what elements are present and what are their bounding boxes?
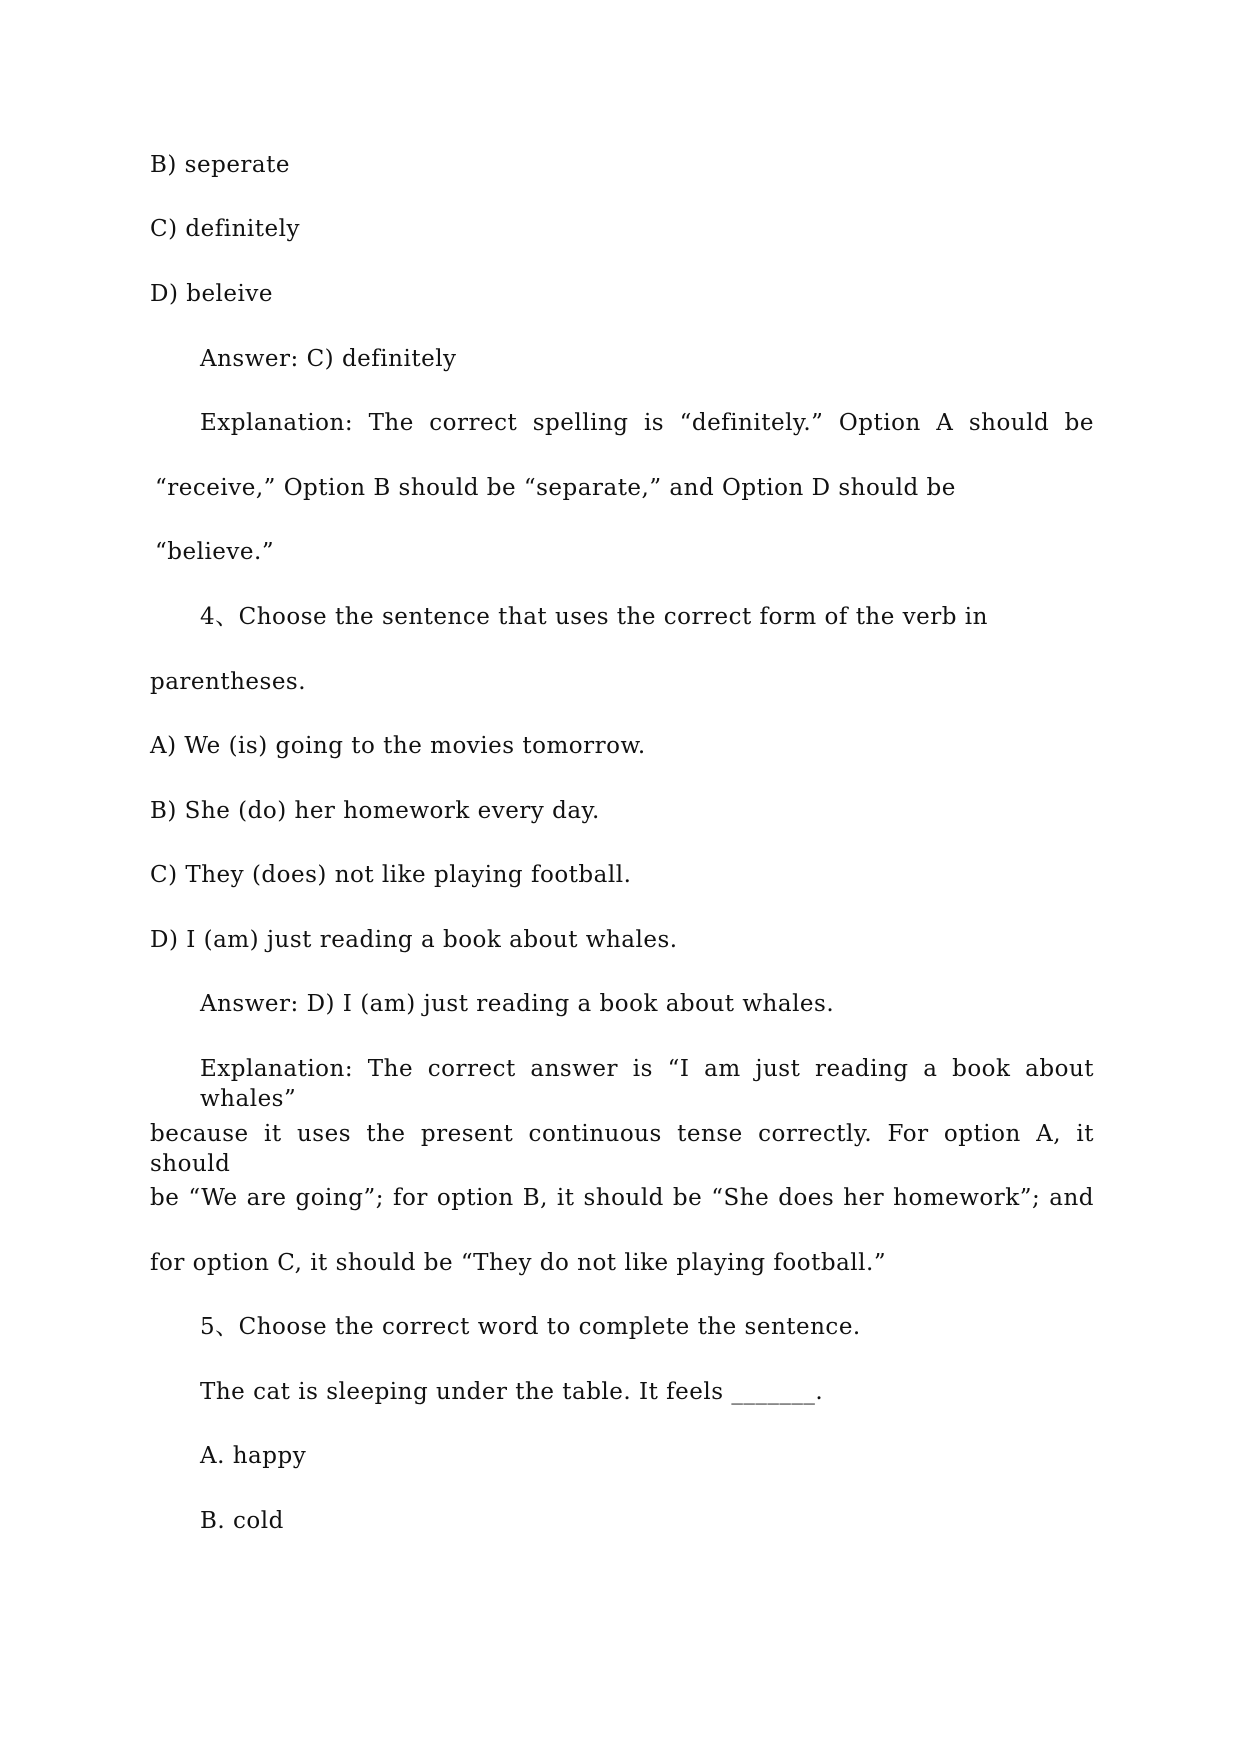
q4-option-d: D) I (am) just reading a book about whales. xyxy=(150,927,678,953)
q4-option-c: C) They (does) not like playing football. xyxy=(150,862,632,888)
q4-explanation-line-2: because it uses the present continuous tense correctly. For option A, it should xyxy=(150,1121,1094,1177)
q3-option-c: C) definitely xyxy=(150,216,300,242)
q4-explanation-line-3: be “We are going”; for option B, it should be “She does her homework”; and xyxy=(150,1185,1094,1211)
q3-answer: Answer: C) definitely xyxy=(200,346,457,372)
q4-question-line-1: 4、Choose the sentence that uses the correct form of the verb in xyxy=(200,604,988,630)
q5-question: 5、Choose the correct word to complete the sentence. xyxy=(200,1314,861,1340)
q3-option-b: B) seperate xyxy=(150,152,290,178)
q3-explanation-line-2: “receive,” Option B should be “separate,” and Option D should be xyxy=(155,475,956,501)
q3-explanation-line-3: “believe.” xyxy=(155,539,275,565)
q5-option-a: A. happy xyxy=(200,1443,307,1469)
q5-sentence: The cat is sleeping under the table. It feels _______. xyxy=(200,1379,824,1405)
q5-option-b: B. cold xyxy=(200,1508,284,1534)
q3-explanation-line-1: Explanation: The correct spelling is “definitely.” Option A should be xyxy=(200,410,1094,436)
q4-explanation-line-1: Explanation: The correct answer is “I am just reading a book about whales” xyxy=(200,1056,1094,1112)
q4-option-b: B) She (do) her homework every day. xyxy=(150,798,600,824)
q4-question-line-2: parentheses. xyxy=(150,669,307,695)
q4-answer: Answer: D) I (am) just reading a book about whales. xyxy=(200,991,835,1017)
q4-explanation-line-4: for option C, it should be “They do not like playing football.” xyxy=(150,1250,887,1276)
q4-option-a: A) We (is) going to the movies tomorrow. xyxy=(150,733,646,759)
q3-option-d: D) beleive xyxy=(150,281,273,307)
